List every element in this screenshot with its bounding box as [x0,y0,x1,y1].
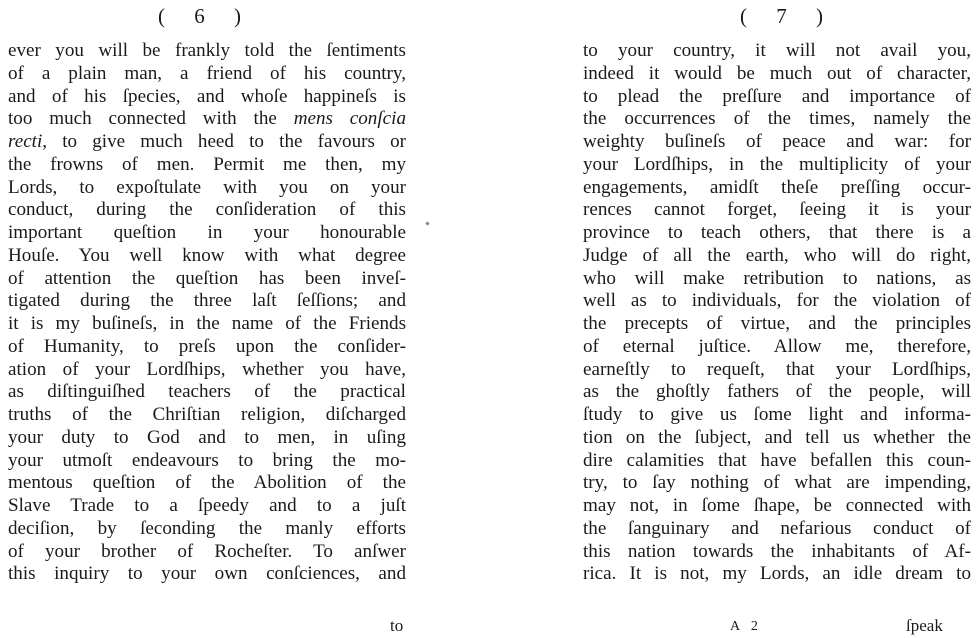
text-line: important queſtion in your honourable [8,222,406,243]
text-line: Slave Trade to a ſpeedy and to a juſt [8,495,406,516]
text-line: Lords, to expoſtulate with you on your [8,176,406,198]
text-line: try, to ſay nothing of what are impending, [583,472,971,494]
text-line: well as to individuals, for the violation of [583,290,971,312]
signature-mark: A 2 [730,619,762,634]
text-line: of Humanity, to preſs upon the conſider- [8,335,406,357]
text-line: earneſtly to requeſt, that your Lordſhips, [583,358,971,380]
body-text [583,40,971,586]
catchword: to [390,616,404,635]
text-line: weighty buſineſs of peace and war: for [583,131,971,152]
text-line: of attention the queſtion has been inveſ- [8,267,406,289]
text-line: of eternal juſtice. Allow me, therefore, [583,335,971,357]
text-line: your duty to God and to men, in uſing [8,426,406,448]
text-line-italic-phrase [8,108,406,131]
text-line: the occurrences of the times, namely the [583,108,971,130]
text-line: as the ghoſtly fathers of the people, will [583,381,971,403]
text-line: ſtudy to give us ſome light and informa- [583,404,971,425]
body-text [8,40,406,586]
text-line: indeed it would be much out of character, [583,62,971,84]
text-line: and of his ſpecies, and whoſe happineſs is [8,85,406,107]
text-line: rica. It is not, my Lords, an idle dream to [583,563,971,585]
text-line: to your country, it will not avail you, [583,40,971,61]
text-line: this inquiry to your own conſciences, and [8,563,406,585]
text-line: conduct, during the conſideration of this [8,199,406,221]
text-line: rences cannot forget, ſeeing it is your [583,199,971,221]
text-line: province to teach others, that there is a [583,222,971,243]
text-line: mentous queſtion of the Abolition of the [8,472,406,494]
text-line: deciſion, by ſeconding the manly efforts [8,517,406,539]
text-line: to plead the preſſure and importance of [583,85,971,107]
text-line: of your brother of Rocheſter. To anſwer [8,540,406,562]
left-page [0,0,430,638]
text-line: your utmoſt endeavours to bring the mo- [8,449,406,471]
text-line: the ſanguinary and nefarious conduct of [583,517,971,539]
text-line: engagements, amidſt theſe preſſing occur- [583,176,971,198]
text-line: dire calamities that have befallen this coun- [583,449,971,471]
text-line: too much connected with the mens conſcia [8,108,406,130]
text-line: your Lordſhips, in the multiplicity of your [583,153,971,175]
text-line: may not, in ſome ſhape, be connected with [583,495,971,516]
text-line: of a plain man, a friend of his country, [8,62,406,84]
text-line: Houſe. You well know with what degree [8,244,406,266]
text-line: truths of the Chriſtian religion, diſcharged [8,404,406,425]
right-page [555,0,980,638]
text-line: ation of your Lordſhips, whether you have, [8,358,406,380]
text-line: it is my buſineſs, in the name of the Friends [8,313,406,334]
page-number: ( 7 ) [740,4,835,28]
text-line: who will make retribution to nations, as [583,267,971,289]
text-line: the precepts of virtue, and the principles [583,313,971,334]
catchword: ſpeak [906,616,943,635]
text-line: this nation towards the inhabitants of Af- [583,540,971,562]
text-line: tigated during the three laſt ſeſſions; and [8,290,406,312]
text-line: ever you will be frankly told the ſentiments [8,40,406,61]
text-line: recti, to give much heed to the favours or [8,131,406,152]
page-number: ( 6 ) [158,4,253,28]
text-line: as diſtinguiſhed teachers of the practical [8,381,406,403]
text-line: the frowns of men. Permit me then, my [8,153,406,175]
text-line: Judge of all the earth, who will do right, [583,244,971,266]
text-line: tion on the ſubject, and tell us whether the [583,426,971,448]
